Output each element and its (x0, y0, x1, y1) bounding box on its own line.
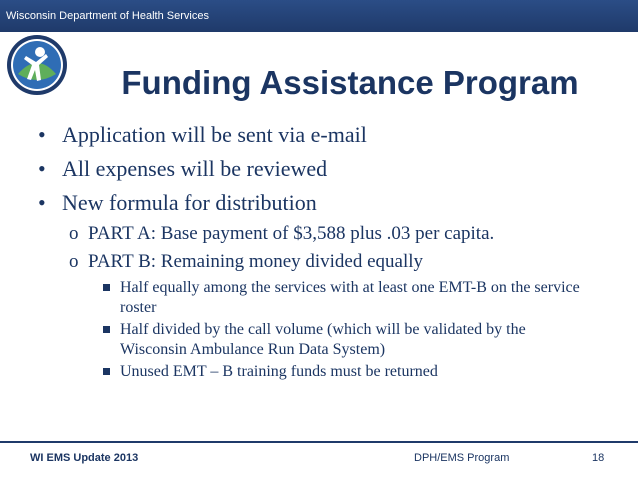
page-number: 18 (592, 452, 605, 464)
slide-content (0, 118, 638, 382)
bullet-text: New formula for distribution (62, 190, 317, 215)
sub-bullet-text: PART B: Remaining money divided equally (88, 251, 424, 272)
header-bar (0, 0, 638, 32)
square-bullet-icon (103, 326, 110, 333)
sub-bullet-text: PART A: Base payment of $3,588 plus .03 per capita. (88, 223, 495, 244)
footer-left-text: WI EMS Update 2013 (30, 452, 139, 464)
footer-divider (0, 441, 638, 443)
square-bullet-icon (103, 368, 110, 375)
bullet-item (0, 118, 638, 152)
bullet-icon: • (38, 156, 46, 181)
bullet-icon: • (38, 190, 46, 215)
sub-sub-bullet-item (0, 362, 590, 382)
sub-bullet-item (0, 220, 638, 248)
organization-name: Wisconsin Department of Health Services (6, 10, 209, 22)
bullet-text: All expenses will be reviewed (62, 156, 328, 181)
sub-sub-bullet-item (0, 278, 590, 318)
square-bullet-icon (103, 284, 110, 291)
bullet-icon: • (38, 122, 46, 147)
slide-title: Funding Assistance Program (121, 64, 579, 101)
sub-sub-bullet-text: Half divided by the call volume (which will be validated by the Wisconsin Ambulance Run Data System) (120, 321, 526, 358)
footer-center-text: DPH/EMS Program (414, 452, 510, 464)
circle-bullet-icon: o (69, 251, 79, 272)
bullet-item (0, 186, 638, 220)
sub-sub-bullet-text: Half equally among the services with at least one EMT-B on the service roster (120, 279, 580, 316)
sub-sub-bullet-text: Unused EMT – B training funds must be returned (120, 363, 438, 380)
sub-sub-bullet-item (0, 320, 590, 360)
circle-bullet-icon: o (69, 223, 79, 244)
bullet-item (0, 152, 638, 186)
sub-bullet-item (0, 248, 638, 276)
bullet-text: Application will be sent via e-mail (62, 122, 367, 147)
